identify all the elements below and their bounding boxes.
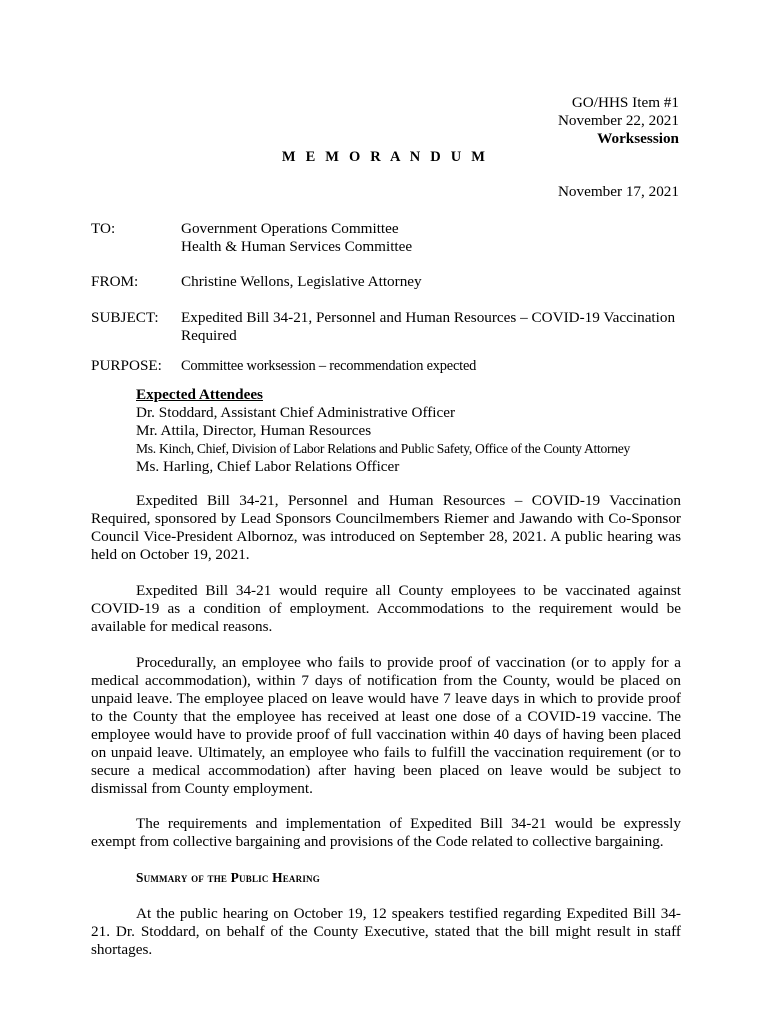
from-field: [91, 273, 681, 291]
purpose-field: [91, 357, 681, 375]
subject-label: SUBJECT:: [91, 309, 159, 326]
attendees-title: Expected Attendees: [136, 386, 263, 403]
body-paragraph: Expedited Bill 34-21 would require all County employees to be vaccinated against COVID-19 as a condition of employment. Accommodations to the requirement would be available for medical reasons.: [91, 582, 681, 635]
purpose-value: Committee worksession – recommendation expected: [181, 358, 477, 374]
meeting-date: November 22, 2021: [557, 112, 679, 129]
session-type: Worksession: [597, 130, 679, 147]
to-recipient-1: Government Operations Committee: [181, 220, 399, 237]
attendee-item: Ms. Kinch, Chief, Division of Labor Relations and Public Safety, Office of the County Attorney: [136, 441, 630, 456]
to-recipient-2: Health & Human Services Committee: [181, 238, 413, 255]
body-paragraph: Procedurally, an employee who fails to provide proof of vaccination (or to apply for a medical accommodation), within 7 days of notification from the County, would be placed on unpaid leave. The employee placed on leave would have 7 leave days in which to provide proof to the County that the employee has received at least one dose of a COVID-19 vaccine. The employee would have to provide proof of full vaccination within 40 days of having been placed on unpaid leave. Ultimately, an employee who fails to fulfill the vaccination requirement (or to secure a medical accommodation) after having been placed on leave would be subject to dismissal from County employment.: [91, 654, 681, 797]
body-paragraph: Expedited Bill 34-21, Personnel and Human Resources – COVID-19 Vaccination Required, sponsored by Lead Sponsors Councilmembers Riemer and Jawando with Co-Sponsor Council Vice-President Albornoz, was introduced on September 28, 2021. A public hearing was held on October 19, 2021.: [91, 492, 681, 563]
memo-title: M E M O R A N D U M: [281, 149, 489, 165]
attendee-item: Dr. Stoddard, Assistant Chief Administrative Officer: [136, 404, 456, 421]
document-header: [558, 94, 679, 148]
item-number: GO/HHS Item #1: [571, 94, 679, 111]
subject-field: [91, 309, 681, 345]
from-value: Christine Wellons, Legislative Attorney: [181, 273, 422, 290]
subject-value: Expedited Bill 34-21, Personnel and Human Resources – COVID-19 Vaccination Required: [181, 309, 676, 344]
to-field: [91, 220, 681, 256]
expected-attendees: [136, 386, 696, 476]
body-paragraph: At the public hearing on October 19, 12 speakers testified regarding Expedited Bill 34-21. Dr. Stoddard, on behalf of the County Executive, stated that the bill might result in staff shortages.: [91, 905, 681, 958]
body-paragraph: The requirements and implementation of Expedited Bill 34-21 would be expressly exempt from collective bargaining and provisions of the Code related to collective bargaining.: [91, 815, 681, 850]
from-label: FROM:: [91, 273, 139, 290]
memo-date: November 17, 2021: [557, 183, 679, 200]
attendee-item: Mr. Attila, Director, Human Resources: [136, 422, 372, 439]
to-label: TO:: [91, 220, 116, 237]
attendee-item: Ms. Harling, Chief Labor Relations Officer: [136, 458, 400, 475]
section-heading: Summary of the Public Hearing: [136, 870, 320, 885]
purpose-label: PURPOSE:: [91, 357, 162, 374]
